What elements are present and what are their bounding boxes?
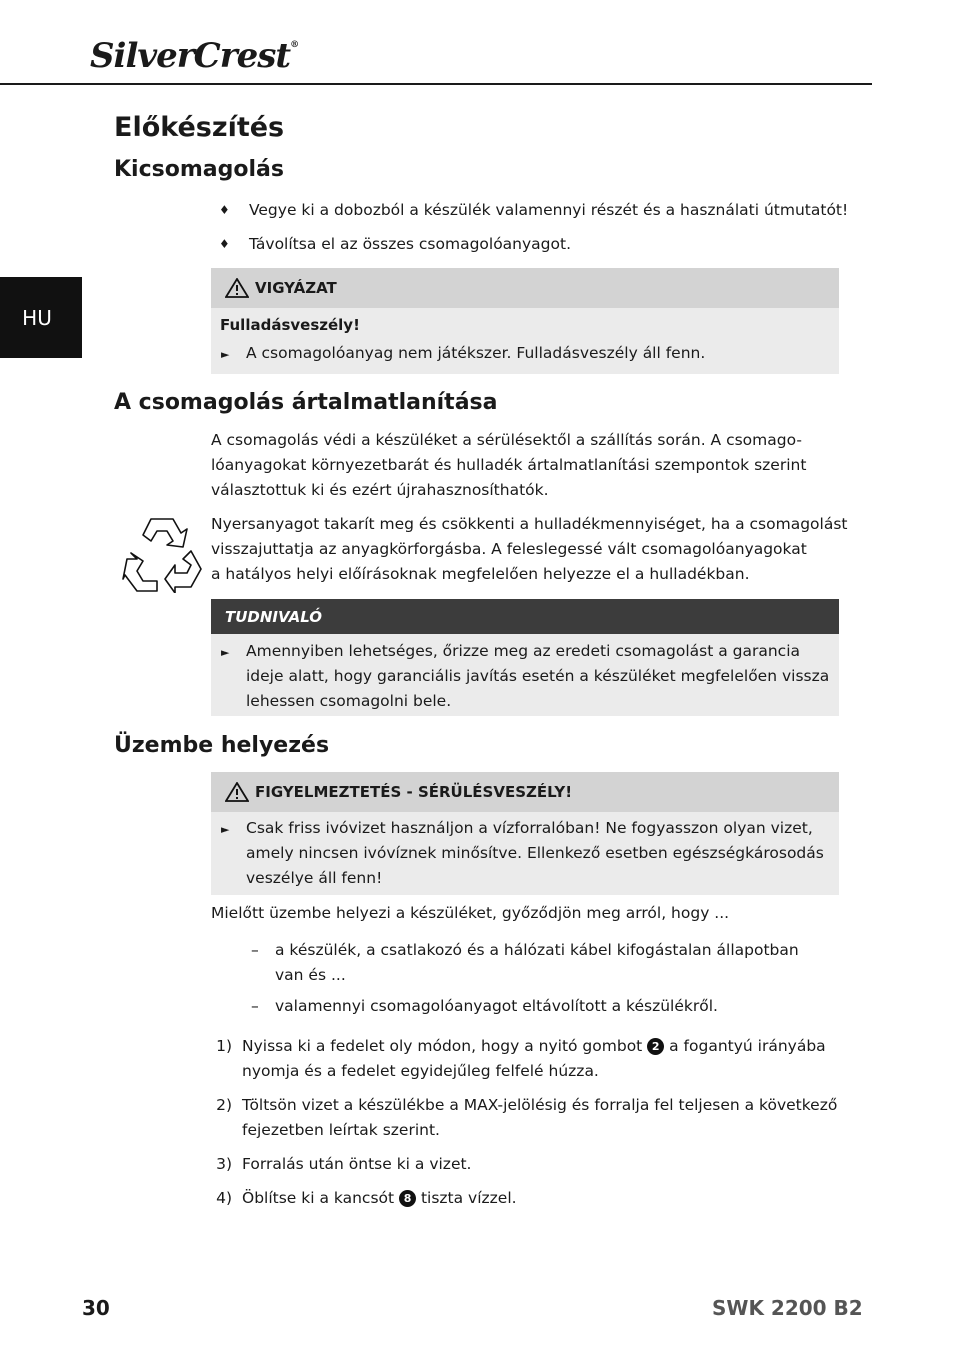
startup-intro: Mielőtt üzembe helyezi a készüléket, győződjön meg arról, hogy ... — [211, 904, 730, 922]
startup-steps — [200, 1034, 850, 1211]
recycle-icon — [121, 515, 203, 597]
brand-logo: SilverCrest® — [90, 36, 299, 76]
section-heading-startup: Üzembe helyezés — [114, 733, 330, 758]
note-box — [211, 599, 839, 716]
section-heading-unpacking: Kicsomagolás — [114, 157, 284, 182]
list-item: 1) Nyissa ki a fedelet oly módon, hogy a nyitó gombot 2 a fogantyú irányába nyomja és a fedelet egyidejűleg felfelé húzza. — [216, 1037, 826, 1080]
disposal-paragraph-2: Nyersanyagot takarít meg és csökkenti a hulladékmennyiséget, ha a csomagolást visszajuttatja az anyagkörforgásba. A feleslegessé vált csomagolóanyagokat a hatályos helyi előírásoknak megfelelően helyezze el a hulladékban. — [211, 515, 848, 583]
arrow-bullet-icon: ► — [221, 823, 230, 836]
arrow-bullet-icon: ► — [221, 348, 230, 361]
section-heading-disposal: A csomagolás ártalmatlanítása — [114, 390, 498, 415]
note-header: TUDNIVALÓ — [211, 599, 839, 634]
list-item: ► A csomagolóanyag nem játékszer. Fulladásveszély áll fenn. — [211, 338, 839, 367]
list-item: 3) Forralás után öntse ki a vizet. — [216, 1155, 472, 1173]
disposal-paragraph-1: A csomagolás védi a készüléket a sérülésektől a szállítás során. A csomago- lóanyagokat környezetbarát és hulladék ártalmatlanítási szempontok szerint választottuk ki és ezért újrahasznosíthatók. — [211, 431, 807, 499]
language-tab: HU — [0, 277, 82, 358]
diamond-bullet-icon: ♦ — [219, 237, 230, 251]
header-rule — [0, 83, 872, 85]
caution-header: VIGYÁZAT — [211, 268, 839, 308]
list-item: 4) Öblítse ki a kancsót 8 tiszta vízzel. — [216, 1189, 517, 1207]
model-name: SWK 2200 B2 — [712, 1296, 863, 1320]
unpacking-list — [211, 198, 851, 257]
caution-subheading: Fulladásveszély! — [220, 316, 360, 334]
warning-triangle-icon — [225, 278, 249, 298]
list-item: ♦ Vegye ki a dobozból a készülék valamennyi részét és a használati útmutatót! — [211, 198, 851, 223]
arrow-bullet-icon: ► — [221, 646, 230, 659]
list-item: – valamennyi csomagolóanyagot eltávolított a készülékről. — [251, 997, 718, 1015]
warning-triangle-icon — [225, 782, 249, 802]
list-item: ♦ Távolítsa el az összes csomagolóanyagot. — [211, 232, 851, 257]
page-title: Előkészítés — [114, 112, 285, 143]
list-item: ► Csak friss ivóvizet használjon a vízforralóban! Ne fogyasszon olyan vizet, amely nincsen ivóvíznek minősítve. Ellenkező esetben egészségkárosodás veszélye áll fenn! — [211, 812, 839, 891]
startup-checklist — [251, 938, 851, 1019]
reference-number-badge: 2 — [647, 1038, 664, 1055]
list-item: 2) Töltsön vizet a készülékbe a MAX-jelölésig és forralja fel teljesen a következő fejezetben leírtak szerint. — [216, 1096, 838, 1139]
reference-number-badge: 8 — [399, 1190, 416, 1207]
warning-header: FIGYELMEZTETÉS - SÉRÜLÉSVESZÉLY! — [211, 772, 839, 812]
caution-box — [211, 268, 839, 374]
list-item: ► Amennyiben lehetséges, őrizze meg az eredeti csomagolást a garancia ideje alatt, hogy garanciális javítás esetén a készüléket megfelelően vissza lehessen csomagolni bele. — [211, 634, 839, 714]
diamond-bullet-icon: ♦ — [219, 203, 230, 217]
list-item: – a készülék, a csatlakozó és a hálózati kábel kifogástalan állapotban van és ... — [251, 941, 799, 984]
page-number: 30 — [82, 1296, 110, 1320]
warning-box — [211, 772, 839, 895]
